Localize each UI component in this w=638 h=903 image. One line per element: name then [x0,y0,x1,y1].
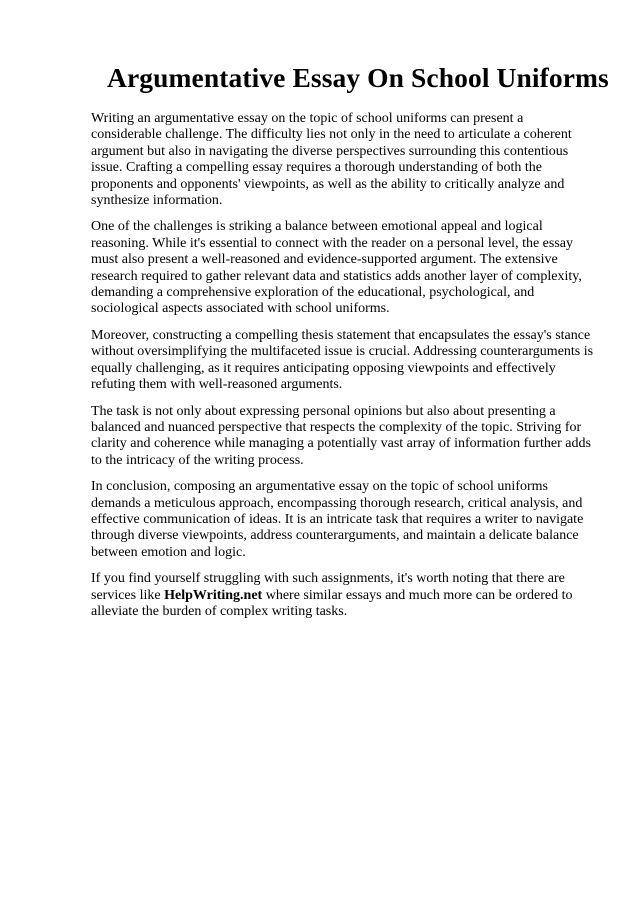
helpwriting-link[interactable]: HelpWriting.net [164,587,263,603]
closing-text-before-link: If you find yourself struggling with such assignments, it's worth noting that there are services like [91,571,565,603]
paragraph-perspective: The task is not only about expressing personal opinions but also about presenting a balanced and nuanced perspective that respects the complexity of the topic. Striving for clarity and coherence while managing a potentially vast array of information further adds to the intricacy of the writing process. [91,403,591,468]
paragraph-thesis: Moreover, constructing a compelling thesis statement that encapsulates the essay's stance without oversimplifying the multifaceted issue is crucial. Addressing counterarguments is equally challenging, as it requires anticipating opposing viewpoints and effectively refuting them with well-reasoned arguments. [91,327,594,393]
paragraph-closing [91,571,594,620]
paragraph-intro: Writing an argumentative essay on the topic of school uniforms can present a considerable challenge. The difficulty lies not only in the need to articulate a coherent argument but also in navigating the diverse perspectives surrounding this contentious issue. Crafting a compelling essay requires a thorough understanding of both the proponents and opponents' viewpoints, as well as the ability to critically analyze and synthesize information. [91,111,572,209]
closing-text-after-link: where similar essays and much more can be ordered to alleviate the burden of complex writing tasks. [91,587,573,619]
paragraph-challenges: One of the challenges is striking a balance between emotional appeal and logical reasoning. While it's essential to connect with the reader on a personal level, the essay must also present a well-reasoned and evidence-supported argument. The extensive research required to gather relevant data and statistics adds another layer of complexity, demanding a comprehensive exploration of the educational, psychological, and sociological aspects associated with school uniforms. [91,219,582,317]
paragraph-conclusion: In conclusion, composing an argumentative essay on the topic of school uniforms demands a meticulous approach, encompassing thorough research, critical analysis, and effective communication of ideas. It is an intricate task that requires a writer to navigate through diverse viewpoints, address counterarguments, and maintain a delicate balance between emotion and logic. [91,479,584,560]
document-title: Argumentative Essay On School Uniforms [107,62,609,93]
